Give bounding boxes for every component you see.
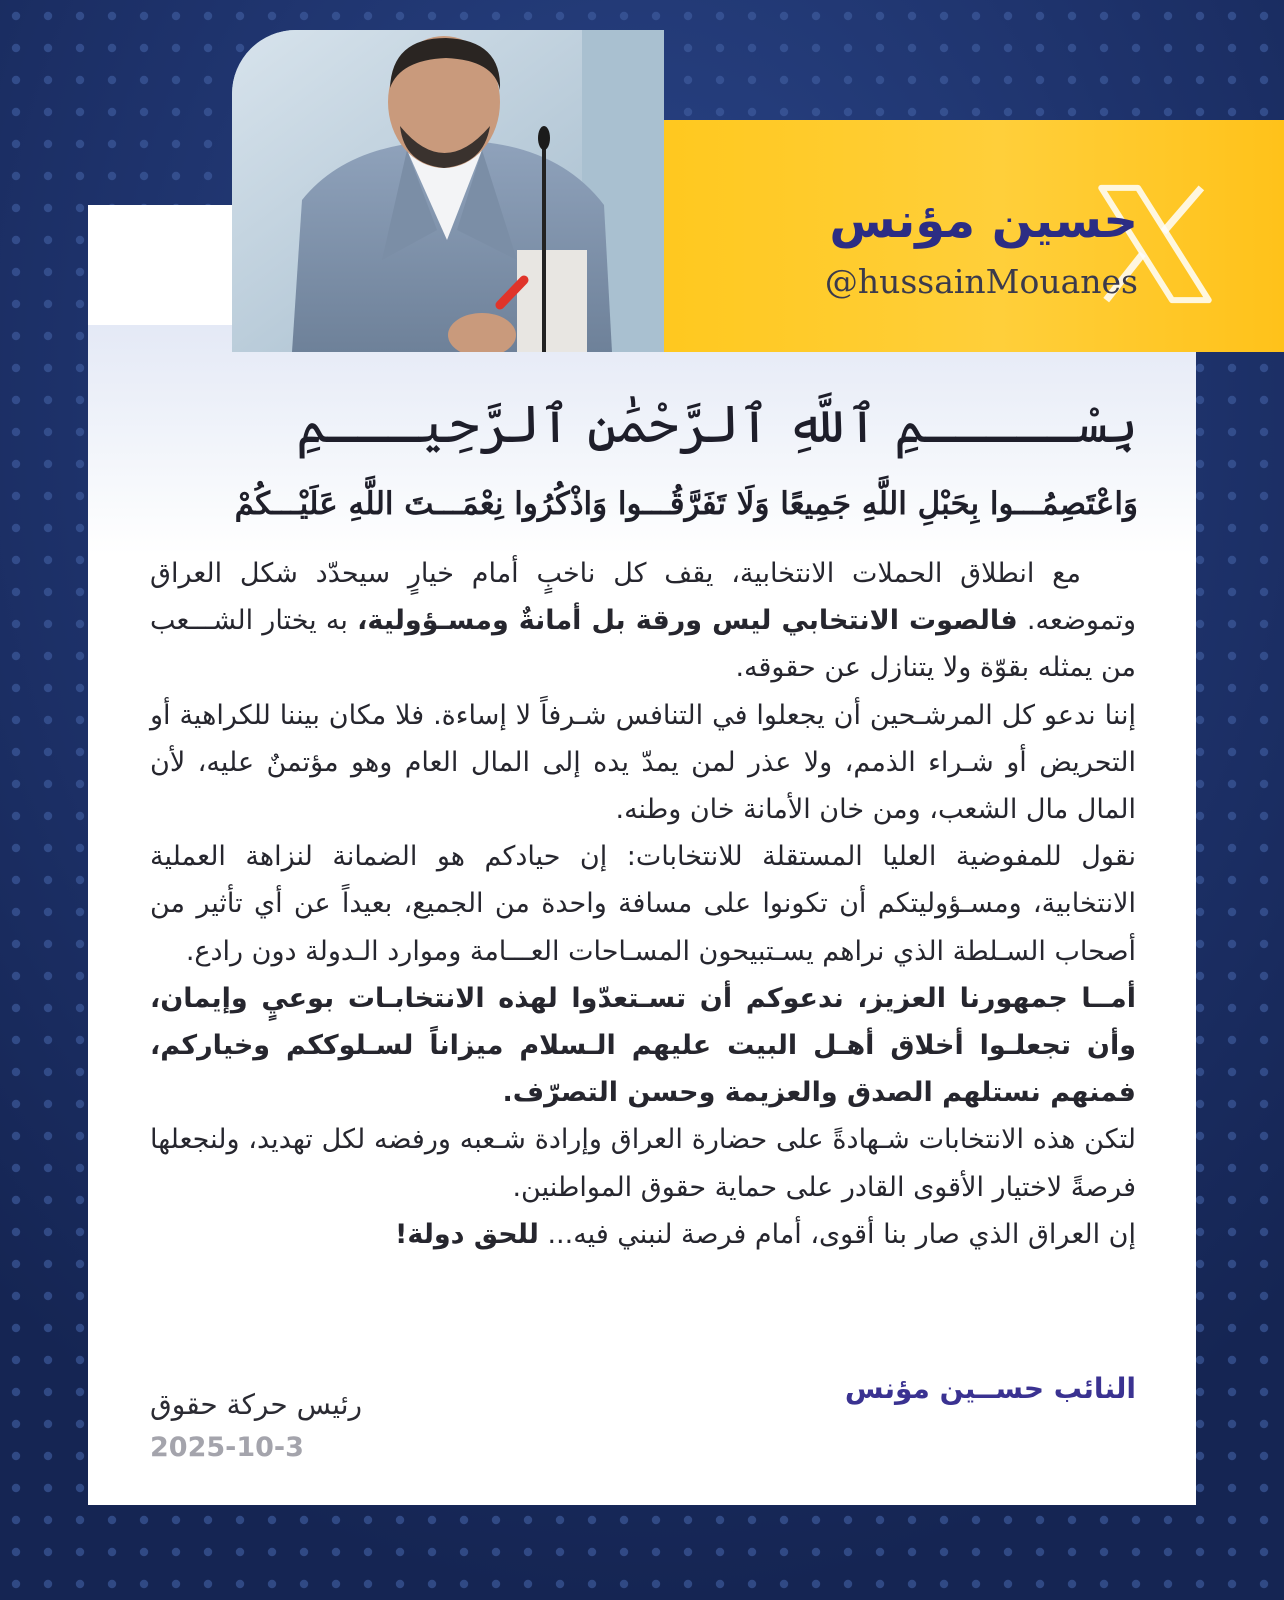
paragraph-1-bold: فالصوت الانتخابي ليس ورقة بل أمانةٌ ومسـؤولية، (357, 605, 1018, 637)
signature-name: النائب حســين مؤنس (844, 1372, 1136, 1405)
paragraph-2: إننا ندعو كل المرشـحين أن يجعلوا في التنافس شـرفاً لا إساءة. فلا مكان بيننا للكراهية أو التحريض أو شـراء الذمم، ولا عذر لمن يمدّ يده إلى المال العام وهو مؤتمنٌ عليه، لأن المال مال الشعب، ومن خان الأمانة خان وطنه. (150, 699, 1136, 826)
paragraph-6-bold: للحق دولة! (395, 1218, 539, 1250)
paragraph-5: لتكن هذه الانتخابات شـهادةً على حضارة العراق وإرادة شـعبه ورفضه لكل تهديد، ولنجعلها فرصةً لاختيار الأقوى القادر على حماية حقوق المواطنين. (150, 1124, 1136, 1203)
paragraph-3: نقول للمفوضية العليا المستقلة للانتخابات: إن حيادكم هو الضمانة لنزاهة العملية الانتخابية، ومسـؤوليتكم أن تكونوا على مسافة واحدة من الجميع، بعيداً عن أي تأثير من أصحاب السـلطة الذي نراهم يسـتبيحون المسـاحات العـــامة وموارد الـدولة دون رادع. (150, 841, 1136, 967)
author-name: حسين مؤنس (829, 193, 1138, 249)
paragraph-1-end: به يختار الشـــعب من يمثله بقوّة ولا يتنازل عن حقوقه. (150, 605, 1136, 684)
paragraph-1-start: مع انطلاق الحملات الانتخابية، يقف كل ناخبٍ أمام خيارٍ سيحدّد شكل العراق وتموضعه. (150, 558, 1136, 637)
paragraph-6-start: إن العراق الذي صار بنا أقوى، أمام فرصة لنبني فيه... (538, 1218, 1136, 1250)
basmala: بِسْـــــمِ ٱللَّهِ ٱلرَّحْمَٰنِ ٱلرَّحِيـــمِ (296, 395, 1138, 455)
paragraph-6 (150, 1211, 1136, 1258)
quran-verse: وَاعْتَصِمُـــوا بِحَبْلِ اللَّهِ جَمِيعًا وَلَا تَفَرَّقُـــوا وَاذْكُرُوا نِعْمَـــتَ اللَّهِ عَلَيْـــكُمْ (234, 486, 1138, 522)
paragraph-1 (150, 550, 1136, 692)
author-handle[interactable]: @hussainMouanes (824, 262, 1138, 301)
statement-body (150, 550, 1136, 1258)
paragraph-4: أمــا جمهورنا العزيز، ندعوكم أن تسـتعدّوا لهذه الانتخابـات بوعيٍ وإيمان، وأن تجعلـوا أخلاق أهـل البيت عليهم الـسلام ميزاناً لسـلوككم وخياركم، فمنهم نستلهم الصدق والعزيمة وحسن التصرّف. (150, 982, 1136, 1109)
author-photo (232, 30, 664, 352)
signature-date: 2025-10-3 (150, 1432, 304, 1463)
signature-role: رئيس حركة حقوق (150, 1388, 363, 1421)
